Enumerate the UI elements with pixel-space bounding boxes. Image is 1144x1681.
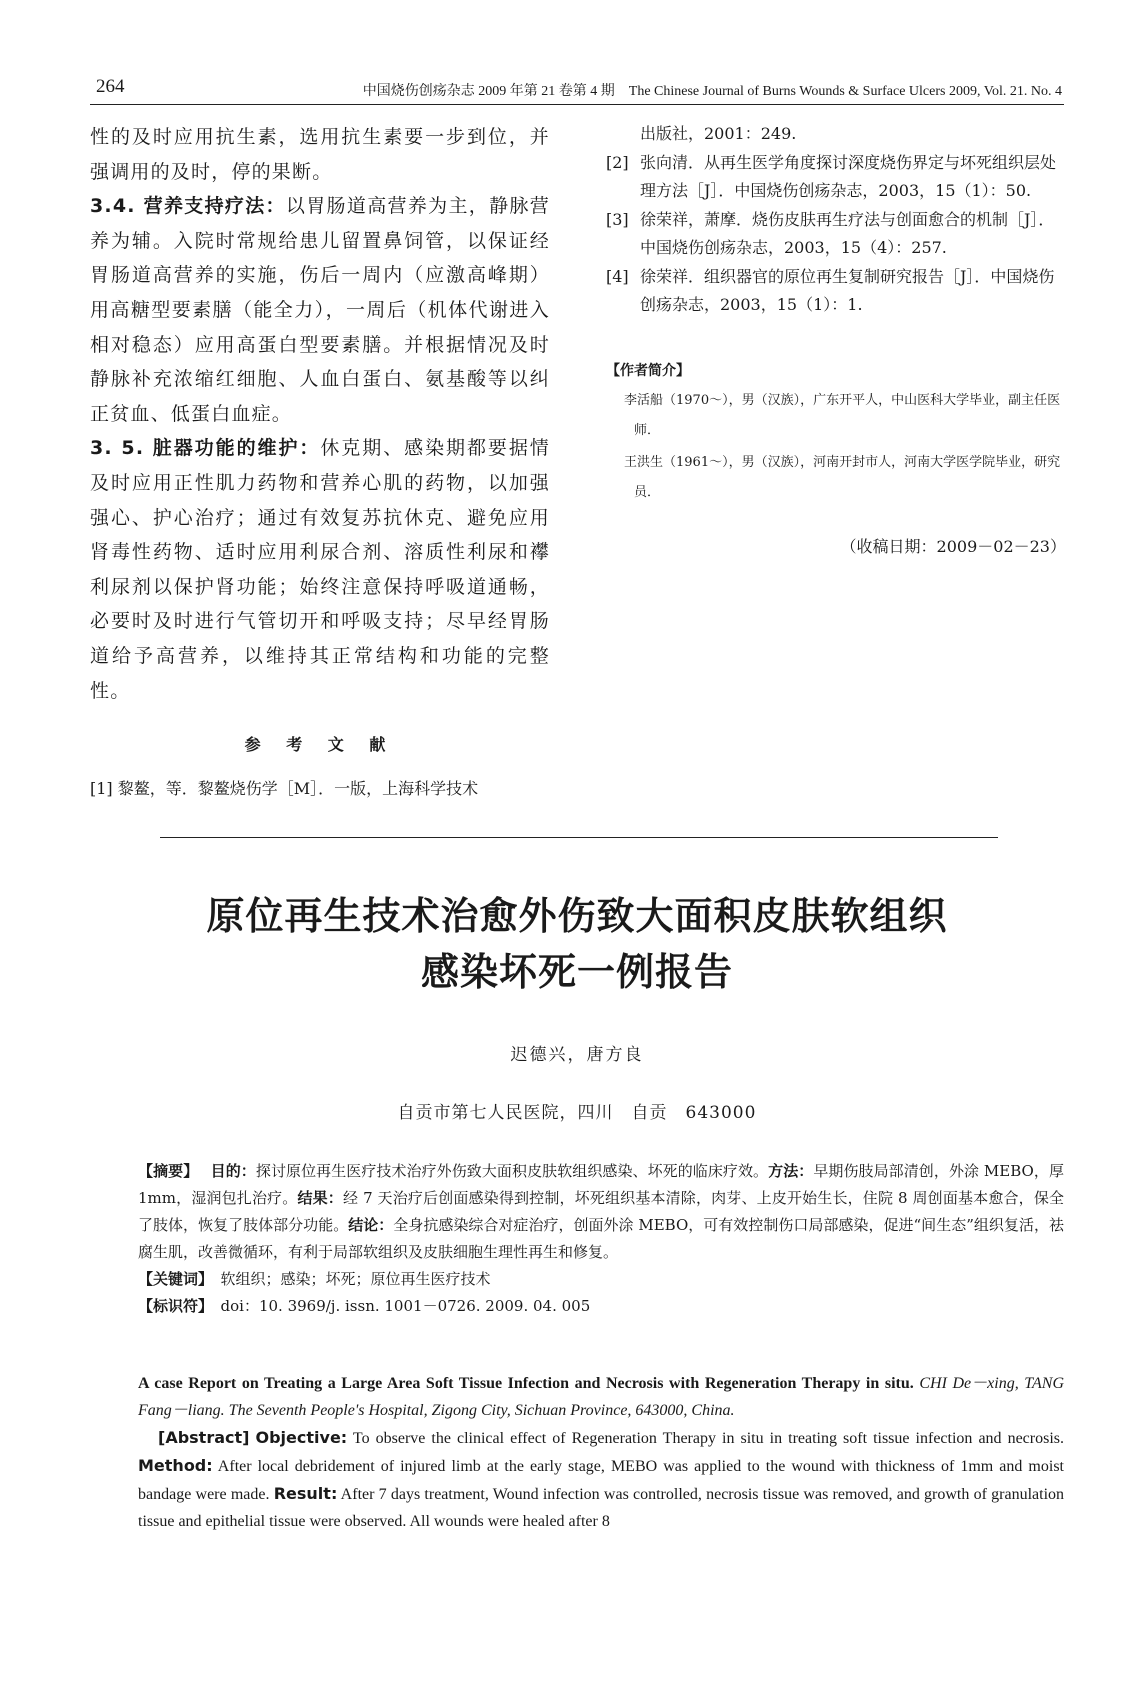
- section-3-4: [90, 189, 550, 431]
- intro-paragraph: 性的及时应用抗生素，选用抗生素要一步到位，并强调用的及时，停的果断。: [90, 126, 550, 183]
- page-number: 264: [96, 76, 125, 97]
- reference-1-end: [606, 120, 1066, 149]
- identifier-label: 【标识符】: [138, 1297, 206, 1315]
- objective-label: 目的：: [210, 1162, 256, 1180]
- reference-item: [606, 206, 1066, 263]
- reference-item: [606, 149, 1066, 206]
- english-title: A case Report on Treating a Large Area Soft Tissue Infection and Necrosis with Regeneration Therapy in situ.: [138, 1375, 914, 1392]
- article-title-line-1: 原位再生技术治愈外伤致大面积皮肤软组织: [206, 894, 948, 938]
- english-abstract-block: [138, 1370, 1064, 1535]
- chinese-abstract: [138, 1158, 1064, 1320]
- objective-text: 探讨原位再生医疗技术治疗外伤致大面积皮肤软组织感染、坏死的临床疗效。: [255, 1162, 769, 1180]
- references-heading: 参 考 文 献: [244, 735, 396, 755]
- conclusion-label: 结论：: [348, 1216, 394, 1234]
- running-header: 中国烧伤创疡杂志 2009 年第 21 卷第 4 期 The Chinese Journal of Burns Wounds & Surface Ulcers 2009, Vol. 21. No. 4: [362, 84, 1062, 99]
- identifier-text: doi：10. 3969/j. issn. 1001－0726. 2009. 04. 005: [220, 1297, 591, 1315]
- article-title-line-2: 感染坏死一例报告: [420, 950, 733, 994]
- abstract-label: 【摘要】: [138, 1162, 191, 1180]
- english-result-text: After 7 days treatment, Wound infection was controlled, necrosis tissue was removed, and growth of granulation tissue and epithelial tissue were observed. All wounds were healed after 8: [138, 1486, 1065, 1530]
- reference-1-end-text: 出版社，2001：249.: [640, 124, 797, 143]
- reference-text: 张向清．从再生医学角度探讨深度烧伤界定与坏死组织层处理方法［J］．中国烧伤创疡杂志，2003，15（1）：50.: [640, 152, 1057, 200]
- english-abstract: [138, 1424, 1064, 1535]
- section-3-4-body: 以胃肠道高营养为主，静脉营养为辅。入院时常规给患儿留置鼻饲管，以保证经胃肠道高营养的实施，伤后一周内（应激高峰期）用高糖型要素膳（能全力），一周后（机体代谢进入相对稳态）应用高蛋白型要素膳。并根据情况及时静脉补充浓缩红细胞、人血白蛋白、氨基酸等以纠正贫血、低蛋白血症。: [90, 195, 550, 425]
- right-column: [606, 120, 1066, 557]
- result-text: 经 7 天治疗后创面感染得到控制，坏死组织基本清除，肉芽、上皮开始生长，住院 8 周创面基本愈合，保全了肢体，恢复了肢体部分功能。: [138, 1189, 1064, 1234]
- english-objective-label: Objective:: [255, 1428, 348, 1447]
- section-3-5: [90, 431, 550, 708]
- english-abstract-label: [Abstract]: [158, 1428, 250, 1447]
- identifier-line: [138, 1293, 1064, 1320]
- english-authors-affiliation: CHI De－xing, TANG Fang－liang. The Seventh People's Hospital, Zigong City, Sichuan Province, 643000, China.: [138, 1375, 1065, 1419]
- author-bio: 李活船（1970～），男（汉族），广东开平人，中山医科大学毕业，副主任医师．: [624, 392, 1061, 438]
- english-method-text: After local debridement of injured limb at the early stage, MEBO was applied to the wound with thickness of 1mm and moist bandage were made.: [138, 1458, 1064, 1503]
- conclusion-text: 全身抗感染综合对症治疗，创面外涂 MEBO，可有效控制伤口局部感染，促进“间生态”组织复活，祛腐生肌，改善微循环，有利于局部软组织及皮肤细胞生理性再生和修复。: [138, 1216, 1064, 1261]
- english-abstract-paragraph: [138, 1424, 1064, 1535]
- section-3-5-body: 休克期、感染期都要据情及时应用正性肌力药物和营养心肌的药物，以加强强心、护心治疗；通过有效复苏抗休克、避免应用肾毒性药物、适时应用利尿合剂、溶质性利尿和襻利尿剂以保护肾功能；始终注意保持呼吸道通畅，必要时及时进行气管切开和呼吸支持；尽早经胃肠道给予高营养，以维持其正常结构和功能的完整性。: [90, 437, 551, 702]
- result-label: 结果：: [297, 1189, 343, 1207]
- header-rule: [90, 104, 1064, 105]
- abstract-paragraph: [138, 1158, 1064, 1266]
- reference-number: [4]: [606, 266, 629, 286]
- author-bio-label: 【作者简介】: [606, 362, 690, 379]
- english-result-label: Result:: [273, 1484, 338, 1503]
- method-text: 早期伤肢局部清创，外涂 MEBO，厚 1mm，湿润包扎治疗。: [138, 1162, 1064, 1207]
- section-divider: [160, 837, 998, 838]
- section-3-5-heading: 3. 5. 脏器功能的维护：: [90, 437, 321, 460]
- reference-number: [3]: [606, 209, 629, 229]
- left-column: [90, 120, 550, 803]
- english-objective-text: To observe the clinical effect of Regeneration Therapy in situ in treating soft tissue infection and necrosis.: [347, 1430, 1065, 1447]
- reference-text: 徐荣祥，萧摩．烧伤皮肤再生疗法与创面愈合的机制［J］．中国烧伤创疡杂志，2003，15（4）：257.: [640, 209, 1055, 257]
- keywords-line: [138, 1266, 1064, 1293]
- author-bio: 王洪生（1961～），男（汉族），河南开封市人，河南大学医学院毕业，研究员．: [624, 454, 1061, 500]
- reference-item: [606, 263, 1066, 320]
- keywords-label: 【关键词】: [138, 1270, 206, 1288]
- received-date: （收稿日期：2009－02－23）: [840, 536, 1066, 556]
- reference-1-start: [1] 黎鳌，等．黎鳌烧伤学［M］．一版，上海科学技术: [90, 779, 479, 799]
- reference-number: [2]: [606, 152, 629, 172]
- article-affiliation: 自贡市第七人民医院，四川 自贡 643000: [397, 1103, 757, 1123]
- article-authors: 迟德兴，唐方良: [510, 1045, 644, 1065]
- method-label: 方法：: [768, 1162, 814, 1180]
- keywords-text: 软组织；感染；坏死；原位再生医疗技术: [220, 1270, 491, 1288]
- english-title-line: [138, 1370, 1064, 1424]
- english-method-label: Method:: [138, 1456, 213, 1475]
- section-3-4-heading: 3.4. 营养支持疗法：: [90, 195, 286, 218]
- article-title: [90, 888, 1064, 1000]
- reference-text: 徐荣祥．组织器官的原位再生复制研究报告［J］．中国烧伤创疡杂志，2003，15（1）：1.: [640, 266, 1055, 314]
